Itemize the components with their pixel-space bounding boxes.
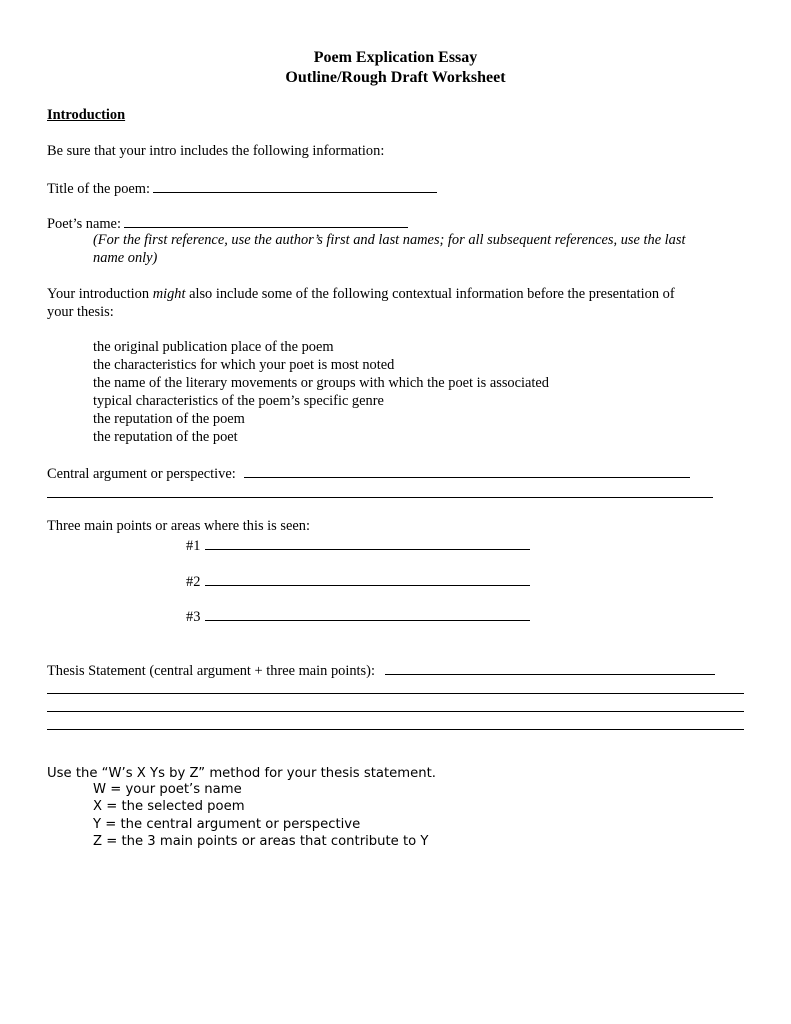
main-point-blank[interactable]	[205, 571, 530, 586]
context-item: the reputation of the poet	[93, 429, 238, 445]
title-of-poem-row	[47, 178, 437, 198]
context-text-after: also include some of the following contextual information before the presentation of	[185, 286, 675, 302]
central-argument-label: Central argument or perspective:	[47, 466, 236, 482]
title-line-2: Outline/Rough Draft Worksheet	[285, 69, 506, 86]
context-item: the name of the literary movements or groups with which the poet is associated	[93, 375, 549, 391]
intro-instruction: Be sure that your intro includes the following information:	[47, 143, 385, 159]
main-point-number: #2	[186, 574, 201, 590]
main-point-blank[interactable]	[205, 606, 530, 621]
thesis-blank[interactable]	[385, 660, 715, 675]
context-paragraph-line-1	[47, 285, 675, 303]
thesis-line[interactable]	[47, 711, 744, 712]
main-point-row	[186, 535, 530, 555]
poets-name-row	[47, 213, 408, 233]
method-item: X = the selected poem	[93, 799, 245, 814]
introduction-heading: Introduction	[47, 107, 126, 123]
context-item: the original publication place of the poem	[93, 339, 334, 355]
main-point-row	[186, 571, 530, 591]
name-note-line-2: name only)	[93, 250, 158, 266]
context-item: typical characteristics of the poem’s specific genre	[93, 393, 384, 409]
poets-name-blank[interactable]	[124, 213, 408, 228]
context-paragraph-line-2: your thesis:	[47, 304, 114, 320]
central-argument-row	[47, 463, 690, 483]
main-point-row	[186, 606, 530, 626]
title-line-1: Poem Explication Essay	[313, 49, 478, 66]
context-might: might	[152, 286, 186, 302]
method-item: Y = the central argument or perspective	[93, 817, 361, 832]
method-item: Z = the 3 main points or areas that contribute to Y	[93, 834, 429, 849]
title-of-poem-label: Title of the poem:	[47, 181, 150, 197]
main-points-label: Three main points or areas where this is seen:	[47, 518, 310, 534]
context-item: the reputation of the poem	[93, 411, 245, 427]
context-text-before: Your introduction	[47, 286, 153, 302]
central-argument-continuation-line[interactable]	[47, 497, 713, 498]
thesis-label: Thesis Statement (central argument + three main points):	[47, 663, 375, 679]
method-item: W = your poet’s name	[93, 782, 242, 797]
thesis-line[interactable]	[47, 729, 744, 730]
thesis-row	[47, 660, 715, 680]
main-point-number: #1	[186, 538, 201, 554]
main-point-number: #3	[186, 609, 201, 625]
method-intro: Use the “W’s X Ys by Z” method for your thesis statement.	[47, 766, 436, 781]
title-of-poem-blank[interactable]	[153, 178, 437, 193]
thesis-line[interactable]	[47, 693, 744, 694]
main-point-blank[interactable]	[205, 535, 530, 550]
central-argument-blank[interactable]	[244, 463, 690, 478]
context-item: the characteristics for which your poet is most noted	[93, 357, 395, 373]
poets-name-label: Poet’s name:	[47, 216, 121, 232]
name-note-line-1: (For the first reference, use the author’s first and last names; for all subsequent references, use the last	[93, 232, 686, 248]
